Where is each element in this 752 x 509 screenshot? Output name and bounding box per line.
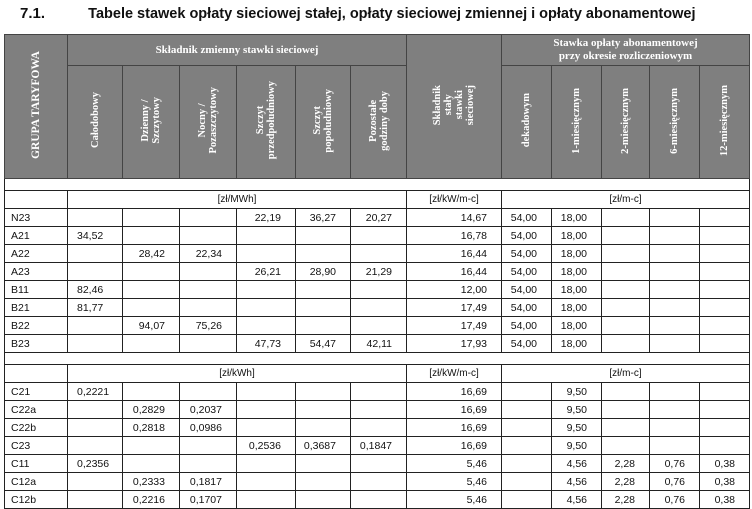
gap-cell xyxy=(5,179,750,191)
subscription-rate-cell xyxy=(602,401,650,419)
subscription-rate-cell xyxy=(602,209,650,227)
variable-rate-cell xyxy=(351,419,407,437)
subscription-rate-cell xyxy=(650,419,700,437)
variable-rate-cell xyxy=(351,299,407,317)
subscription-rate-cell: 9,50 xyxy=(552,401,602,419)
variable-rate-cell xyxy=(123,281,180,299)
subscription-rate-cell: 18,00 xyxy=(552,209,602,227)
column-header-calodobowy: Całodobowy xyxy=(68,66,123,179)
variable-rate-cell xyxy=(180,383,237,401)
variable-rate-cell xyxy=(68,491,123,509)
table-header xyxy=(5,35,750,179)
tariff-group-cell: A23 xyxy=(5,263,68,281)
variable-rate-cell xyxy=(296,401,351,419)
variable-rate-cell xyxy=(237,281,296,299)
variable-rate-cell xyxy=(123,209,180,227)
column-header-szczyt-popoludniowy: Szczyt popołudniowy xyxy=(296,66,351,179)
units-fixed-cell: [zł/kW/m-c] xyxy=(407,365,502,383)
variable-rate-cell xyxy=(296,227,351,245)
variable-rate-cell xyxy=(123,335,180,353)
subscription-rate-cell xyxy=(700,383,750,401)
column-header-6-miesiecznym: 6-miesięcznym xyxy=(650,66,700,179)
tariff-group-cell: A21 xyxy=(5,227,68,245)
column-header-dekadowym: dekadowym xyxy=(502,66,552,179)
variable-rate-cell xyxy=(296,473,351,491)
subscription-rate-cell xyxy=(650,209,700,227)
subscription-rate-cell: 2,28 xyxy=(602,491,650,509)
table-row xyxy=(5,335,750,353)
subscription-rate-cell: 18,00 xyxy=(552,335,602,353)
variable-rate-cell: 42,11 xyxy=(351,335,407,353)
variable-rate-cell: 0,2221 xyxy=(68,383,123,401)
subscription-rate-cell xyxy=(700,317,750,335)
subscription-rate-cell: 54,00 xyxy=(502,263,552,281)
subscription-rate-cell xyxy=(700,281,750,299)
column-header-dzienny: Dzienny / Szczytowy xyxy=(123,66,180,179)
subscription-rate-cell: 54,00 xyxy=(502,209,552,227)
variable-rate-cell: 0,0986 xyxy=(180,419,237,437)
units-subscription-cell: [zł/m-c] xyxy=(502,191,750,209)
units-fixed-cell: [zł/kW/m-c] xyxy=(407,191,502,209)
variable-rate-cell xyxy=(123,299,180,317)
variable-rate-cell xyxy=(237,317,296,335)
variable-rate-cell: 0,2818 xyxy=(123,419,180,437)
variable-rate-cell xyxy=(68,401,123,419)
subscription-rate-cell: 4,56 xyxy=(552,455,602,473)
variable-rate-cell xyxy=(237,245,296,263)
variable-rate-cell: 75,26 xyxy=(180,317,237,335)
variable-rate-cell xyxy=(237,419,296,437)
subscription-rate-cell xyxy=(700,437,750,455)
subscription-rate-cell: 54,00 xyxy=(502,335,552,353)
fixed-rate-cell: 16,69 xyxy=(407,437,502,455)
variable-rate-cell xyxy=(351,401,407,419)
fixed-rate-cell: 16,69 xyxy=(407,383,502,401)
variable-rate-cell xyxy=(237,401,296,419)
table-row xyxy=(5,245,750,263)
subscription-rate-cell xyxy=(502,455,552,473)
subscription-rate-cell: 0,76 xyxy=(650,455,700,473)
table-row xyxy=(5,263,750,281)
subscription-rate-cell: 4,56 xyxy=(552,491,602,509)
subscription-rate-cell: 54,00 xyxy=(502,299,552,317)
subscription-rate-cell xyxy=(602,263,650,281)
variable-rate-cell xyxy=(123,437,180,455)
variable-rate-cell: 0,2333 xyxy=(123,473,180,491)
variable-rate-cell: 28,42 xyxy=(123,245,180,263)
variable-rate-cell xyxy=(237,455,296,473)
variable-rate-cell: 54,47 xyxy=(296,335,351,353)
subscription-rate-cell xyxy=(602,335,650,353)
variable-rate-cell xyxy=(180,437,237,455)
units-blank-cell xyxy=(5,365,68,383)
subscription-rate-cell: 54,00 xyxy=(502,245,552,263)
variable-rate-cell xyxy=(237,227,296,245)
table-row xyxy=(5,209,750,227)
variable-rate-cell xyxy=(296,245,351,263)
subscription-rate-cell xyxy=(700,335,750,353)
variable-rate-cell xyxy=(68,473,123,491)
variable-rate-cell: 94,07 xyxy=(123,317,180,335)
subscription-rate-cell: 2,28 xyxy=(602,473,650,491)
variable-rate-cell: 26,21 xyxy=(237,263,296,281)
variable-rate-cell: 22,34 xyxy=(180,245,237,263)
fixed-rate-cell: 14,67 xyxy=(407,209,502,227)
subscription-rate-cell xyxy=(650,317,700,335)
fixed-rate-cell: 17,93 xyxy=(407,335,502,353)
variable-rate-cell xyxy=(351,227,407,245)
section-gap-row xyxy=(5,179,750,191)
subscription-rate-cell: 0,76 xyxy=(650,473,700,491)
subscription-rate-cell: 18,00 xyxy=(552,227,602,245)
subscription-rate-cell xyxy=(602,227,650,245)
fixed-rate-cell: 16,69 xyxy=(407,419,502,437)
variable-rate-cell xyxy=(123,263,180,281)
section-gap-row xyxy=(5,353,750,365)
variable-rate-cell xyxy=(351,455,407,473)
subscription-rate-cell: 2,28 xyxy=(602,455,650,473)
table-body xyxy=(5,179,750,509)
variable-rate-cell: 0,2037 xyxy=(180,401,237,419)
variable-rate-cell xyxy=(351,473,407,491)
subscription-rate-cell xyxy=(650,299,700,317)
tariff-group-cell: C12a xyxy=(5,473,68,491)
column-header-pozostale-godziny: Pozostałe godziny doby xyxy=(351,66,407,179)
fixed-component-header: Składnik stały stawki sieciowej xyxy=(407,35,502,179)
variable-rate-cell: 0,2356 xyxy=(68,455,123,473)
variable-rate-cell: 82,46 xyxy=(68,281,123,299)
variable-rate-cell xyxy=(296,491,351,509)
table-row xyxy=(5,419,750,437)
variable-rate-cell xyxy=(237,299,296,317)
subscription-rate-cell: 0,38 xyxy=(700,491,750,509)
tariff-group-cell: C21 xyxy=(5,383,68,401)
subscription-rate-cell xyxy=(650,245,700,263)
subscription-rate-cell xyxy=(602,299,650,317)
subscription-rate-cell xyxy=(650,263,700,281)
variable-rate-cell xyxy=(351,383,407,401)
variable-rate-cell xyxy=(180,455,237,473)
variable-rate-cell xyxy=(237,491,296,509)
subscription-rate-cell: 18,00 xyxy=(552,245,602,263)
subscription-rate-cell xyxy=(650,401,700,419)
column-header-nocny: Nocny / Pozaszczytowy xyxy=(180,66,237,179)
variable-rate-cell xyxy=(68,317,123,335)
variable-rate-cell: 36,27 xyxy=(296,209,351,227)
table-row xyxy=(5,281,750,299)
subscription-rate-cell xyxy=(700,245,750,263)
column-header-2-miesiecznym: 2-miesięcznym xyxy=(602,66,650,179)
variable-rate-cell: 0,3687 xyxy=(296,437,351,455)
variable-rate-cell: 28,90 xyxy=(296,263,351,281)
tariff-rates-table xyxy=(4,34,750,509)
variable-rate-cell: 34,52 xyxy=(68,227,123,245)
variable-rate-cell: 81,77 xyxy=(68,299,123,317)
variable-rate-cell: 0,2216 xyxy=(123,491,180,509)
variable-rate-cell xyxy=(68,335,123,353)
fixed-rate-cell: 16,44 xyxy=(407,263,502,281)
units-row xyxy=(5,365,750,383)
subscription-rate-cell xyxy=(602,419,650,437)
variable-rate-cell xyxy=(180,299,237,317)
subscription-rate-cell xyxy=(650,383,700,401)
variable-component-header: Składnik zmienny stawki sieciowej xyxy=(68,35,407,66)
subscription-rate-cell: 54,00 xyxy=(502,227,552,245)
table-row xyxy=(5,455,750,473)
subscription-rate-cell xyxy=(650,227,700,245)
variable-rate-cell xyxy=(68,245,123,263)
variable-rate-cell xyxy=(296,455,351,473)
group-column-header: GRUPA TARYFOWA xyxy=(5,35,68,179)
subscription-rate-cell: 54,00 xyxy=(502,317,552,335)
section-title: Tabele stawek opłaty sieciowej stałej, opłaty sieciowej zmiennej i opłaty abonamentowej xyxy=(88,6,696,22)
tariff-group-cell: C22a xyxy=(5,401,68,419)
subscription-rate-cell xyxy=(602,281,650,299)
subscription-rate-cell xyxy=(602,437,650,455)
section-number: 7.1. xyxy=(20,5,46,22)
subscription-rate-cell xyxy=(650,437,700,455)
variable-rate-cell xyxy=(351,317,407,335)
variable-rate-cell xyxy=(68,419,123,437)
subscription-rate-cell xyxy=(700,209,750,227)
fixed-rate-cell: 16,78 xyxy=(407,227,502,245)
variable-rate-cell xyxy=(180,263,237,281)
units-variable-cell: [zł/MWh] xyxy=(68,191,407,209)
fixed-rate-cell: 5,46 xyxy=(407,473,502,491)
subscription-rate-cell xyxy=(700,263,750,281)
subscription-rate-cell xyxy=(502,473,552,491)
variable-rate-cell: 0,1817 xyxy=(180,473,237,491)
units-variable-cell: [zł/kWh] xyxy=(68,365,407,383)
subscription-rate-cell: 18,00 xyxy=(552,299,602,317)
variable-rate-cell xyxy=(180,335,237,353)
variable-rate-cell xyxy=(123,227,180,245)
variable-rate-cell xyxy=(68,209,123,227)
variable-rate-cell xyxy=(351,491,407,509)
variable-rate-cell xyxy=(296,317,351,335)
subscription-rate-cell xyxy=(602,317,650,335)
variable-rate-cell xyxy=(180,227,237,245)
fixed-rate-cell: 5,46 xyxy=(407,455,502,473)
subscription-rate-cell: 54,00 xyxy=(502,281,552,299)
variable-rate-cell xyxy=(237,383,296,401)
subscription-rate-cell: 18,00 xyxy=(552,317,602,335)
variable-rate-cell xyxy=(351,245,407,263)
tariff-group-cell: B11 xyxy=(5,281,68,299)
units-subscription-cell: [zł/m-c] xyxy=(502,365,750,383)
variable-rate-cell xyxy=(123,455,180,473)
variable-rate-cell: 47,73 xyxy=(237,335,296,353)
subscription-rate-cell: 0,38 xyxy=(700,455,750,473)
variable-rate-cell: 20,27 xyxy=(351,209,407,227)
subscription-rate-cell xyxy=(700,299,750,317)
table-row xyxy=(5,299,750,317)
subscription-rate-cell xyxy=(602,383,650,401)
table-row xyxy=(5,473,750,491)
variable-rate-cell xyxy=(351,281,407,299)
tariff-group-cell: N23 xyxy=(5,209,68,227)
subscription-rate-cell: 0,38 xyxy=(700,473,750,491)
subscription-rate-cell: 9,50 xyxy=(552,437,602,455)
fixed-rate-cell: 17,49 xyxy=(407,317,502,335)
subscription-rate-cell xyxy=(700,227,750,245)
subscription-rate-cell xyxy=(502,419,552,437)
fixed-rate-cell: 5,46 xyxy=(407,491,502,509)
subscription-rate-cell xyxy=(502,401,552,419)
subscription-rate-cell: 0,76 xyxy=(650,491,700,509)
tariff-group-cell: C12b xyxy=(5,491,68,509)
subscription-rate-cell: 4,56 xyxy=(552,473,602,491)
gap-cell xyxy=(5,353,750,365)
variable-rate-cell: 0,2829 xyxy=(123,401,180,419)
tariff-group-cell: C22b xyxy=(5,419,68,437)
variable-rate-cell xyxy=(68,437,123,455)
tariff-group-cell: B23 xyxy=(5,335,68,353)
table-row xyxy=(5,317,750,335)
table-row xyxy=(5,227,750,245)
subscription-rate-cell: 9,50 xyxy=(552,383,602,401)
subscription-rate-cell xyxy=(502,437,552,455)
tariff-group-cell: B21 xyxy=(5,299,68,317)
variable-rate-cell xyxy=(68,263,123,281)
fixed-rate-cell: 16,69 xyxy=(407,401,502,419)
subscription-rate-cell xyxy=(650,335,700,353)
fixed-rate-cell: 16,44 xyxy=(407,245,502,263)
subscription-rate-cell: 18,00 xyxy=(552,281,602,299)
fixed-rate-cell: 17,49 xyxy=(407,299,502,317)
variable-rate-cell xyxy=(180,281,237,299)
units-blank-cell xyxy=(5,191,68,209)
fixed-rate-cell: 12,00 xyxy=(407,281,502,299)
variable-rate-cell: 0,1847 xyxy=(351,437,407,455)
variable-rate-cell xyxy=(296,299,351,317)
subscription-rate-cell: 18,00 xyxy=(552,263,602,281)
subscription-rate-cell xyxy=(602,245,650,263)
table-row xyxy=(5,491,750,509)
variable-rate-cell xyxy=(296,383,351,401)
variable-rate-cell xyxy=(296,281,351,299)
section-heading xyxy=(20,5,696,25)
tariff-group-cell: C23 xyxy=(5,437,68,455)
subscription-header: Stawka opłaty abonamentowej przy okresie rozliczeniowym xyxy=(502,35,750,66)
subscription-rate-cell xyxy=(700,401,750,419)
variable-rate-cell xyxy=(237,473,296,491)
subscription-rate-cell xyxy=(502,383,552,401)
tariff-group-cell: A22 xyxy=(5,245,68,263)
units-row xyxy=(5,191,750,209)
subscription-rate-cell xyxy=(650,281,700,299)
table-row xyxy=(5,401,750,419)
variable-rate-cell xyxy=(296,419,351,437)
tariff-group-cell: C11 xyxy=(5,455,68,473)
tariff-group-cell: B22 xyxy=(5,317,68,335)
subscription-rate-cell xyxy=(502,491,552,509)
variable-rate-cell xyxy=(123,383,180,401)
variable-rate-cell xyxy=(180,209,237,227)
subscription-rate-cell xyxy=(700,419,750,437)
variable-rate-cell: 22,19 xyxy=(237,209,296,227)
table-row xyxy=(5,383,750,401)
table-row xyxy=(5,437,750,455)
variable-rate-cell: 21,29 xyxy=(351,263,407,281)
column-header-szczyt-przedpoludniowy: Szczyt przedpołudniowy xyxy=(237,66,296,179)
column-header-1-miesiecznym: 1-miesięcznym xyxy=(552,66,602,179)
variable-rate-cell: 0,1707 xyxy=(180,491,237,509)
column-header-12-miesiecznym: 12-miesięcznym xyxy=(700,66,750,179)
subscription-rate-cell: 9,50 xyxy=(552,419,602,437)
variable-rate-cell: 0,2536 xyxy=(237,437,296,455)
